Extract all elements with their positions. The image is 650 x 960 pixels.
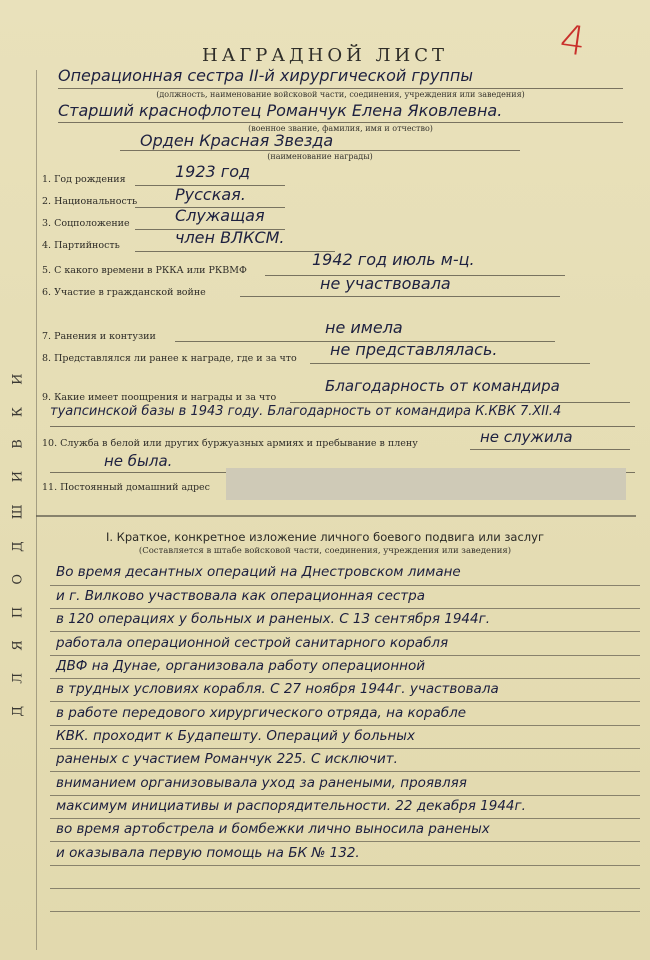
name-caption: (военное звание, фамилия, имя и отчество) [248, 124, 433, 133]
field-11-label: 11. Постоянный домашний адрес [42, 482, 211, 493]
position-value: Операционная сестра II-й хирургической группы [58, 66, 473, 85]
award-rule [120, 150, 520, 151]
field-6-rule [240, 296, 560, 297]
narrative-rule [50, 888, 640, 889]
field-10-rule [470, 449, 630, 450]
section-title: I. Краткое, конкретное изложение личного боевого подвига или заслуг [105, 530, 545, 544]
field-9-label: 9. Какие имеет поощрения и награды и за что [42, 392, 277, 403]
award-value: Орден Красная Звезда [140, 131, 334, 150]
narrative-rule [50, 748, 640, 749]
field-10-value: не служила [480, 428, 573, 446]
field-4-label: 4. Партийность [42, 240, 120, 251]
field-9-rule-2 [50, 426, 635, 427]
field-4-value: член ВЛКСМ. [175, 228, 285, 247]
page-number: 4 [556, 16, 589, 66]
field-9-value-cont: туапсинской базы в 1943 году. Благодарность от командира К.КВК 7.XII.4 [50, 404, 562, 419]
field-1-label: 1. Год рождения [42, 174, 126, 185]
narrative-rule [50, 841, 640, 842]
field-3-value: Служащая [175, 206, 265, 225]
narrative-rule [50, 701, 640, 702]
section-separator [36, 515, 636, 517]
narrative-line: КВК. проходит к Будапешту. Операций у больных [56, 728, 415, 744]
narrative-line: в 120 операциях у больных и раненых. С 13 сентября 1944г. [56, 611, 490, 627]
narrative-line: максимум инициативы и распорядительности. 22 декабря 1944г. [56, 798, 526, 814]
section-subtitle: (Составляется в штабе войсковой части, соединения, учреждения или заведения) [138, 546, 512, 556]
narrative-rule [50, 678, 640, 679]
narrative-rule [50, 771, 640, 772]
field-6-value: не участвовала [320, 274, 451, 293]
narrative-line: вниманием организовывала уход за ранеными, проявляя [56, 775, 467, 791]
name-rule [58, 122, 623, 123]
name-value: Старший краснофлотец Романчук Елена Яковлевна. [58, 101, 503, 120]
field-1-value: 1923 год [175, 162, 251, 181]
field-10-value-cont: не была. [104, 452, 173, 470]
narrative-line: работала операционной сестрой санитарного корабля [56, 635, 449, 651]
field-8-label: 8. Представлялся ли ранее к награде, где и за что [42, 353, 297, 364]
narrative-line: во время артобстрела и бомбежки лично выносила раненых [56, 821, 490, 837]
page-title: НАГРАДНОЙ ЛИСТ [202, 45, 448, 66]
position-caption: (должность, наименование войсковой части, соединения, учреждения или заведения) [156, 90, 525, 99]
narrative-rule [50, 655, 640, 656]
redacted-address [226, 468, 626, 500]
narrative-line: ДВФ на Дунае, организовала работу операционной [56, 658, 426, 674]
field-8-rule [310, 363, 590, 364]
left-margin-line [36, 70, 37, 950]
narrative-rule [50, 585, 640, 586]
field-9-rule [290, 402, 630, 403]
narrative-line: в работе передового хирургического отряда, на корабле [56, 705, 467, 721]
field-9-value: Благодарность от командира [325, 377, 560, 395]
field-3-label: 3. Соцположение [42, 218, 130, 229]
award-caption: (наименование награды) [267, 152, 373, 161]
position-rule [58, 88, 623, 89]
field-7-value: не имела [325, 318, 403, 337]
narrative-line: и оказывала первую помощь на БК № 132. [56, 845, 360, 861]
field-2-label: 2. Национальность [42, 196, 138, 207]
narrative-line: в трудных условиях корабля. С 27 ноября 1944г. участвовала [56, 681, 499, 697]
field-5-label: 5. С какого времени в РККА или РКВМФ [42, 265, 247, 276]
field-8-value: не представлялась. [330, 340, 498, 359]
field-2-value: Русская. [175, 185, 246, 204]
narrative-rule [50, 725, 640, 726]
narrative-rule [50, 911, 640, 912]
field-6-label: 6. Участие в гражданской войне [42, 287, 206, 298]
narrative-rule [50, 631, 640, 632]
field-4-rule [135, 251, 335, 252]
narrative-rule [50, 865, 640, 866]
narrative-rule [50, 795, 640, 796]
narrative-rule [50, 608, 640, 609]
narrative-line: и г. Вилково участвовала как операционная сестра [56, 588, 426, 604]
field-7-label: 7. Ранения и контузии [42, 331, 156, 342]
narrative-rule [50, 818, 640, 819]
side-label-text: Д Л Я П О Д Ш И В К И [10, 364, 26, 716]
field-10-label: 10. Служба в белой или других буржуазных армиях и пребывание в плену [42, 438, 418, 449]
narrative-line: Во время десантных операций на Днестровском лимане [56, 564, 461, 580]
field-5-value: 1942 год июль м-ц. [312, 250, 475, 269]
narrative-line: раненых с участием Романчук 225. С исключит. [56, 751, 398, 767]
